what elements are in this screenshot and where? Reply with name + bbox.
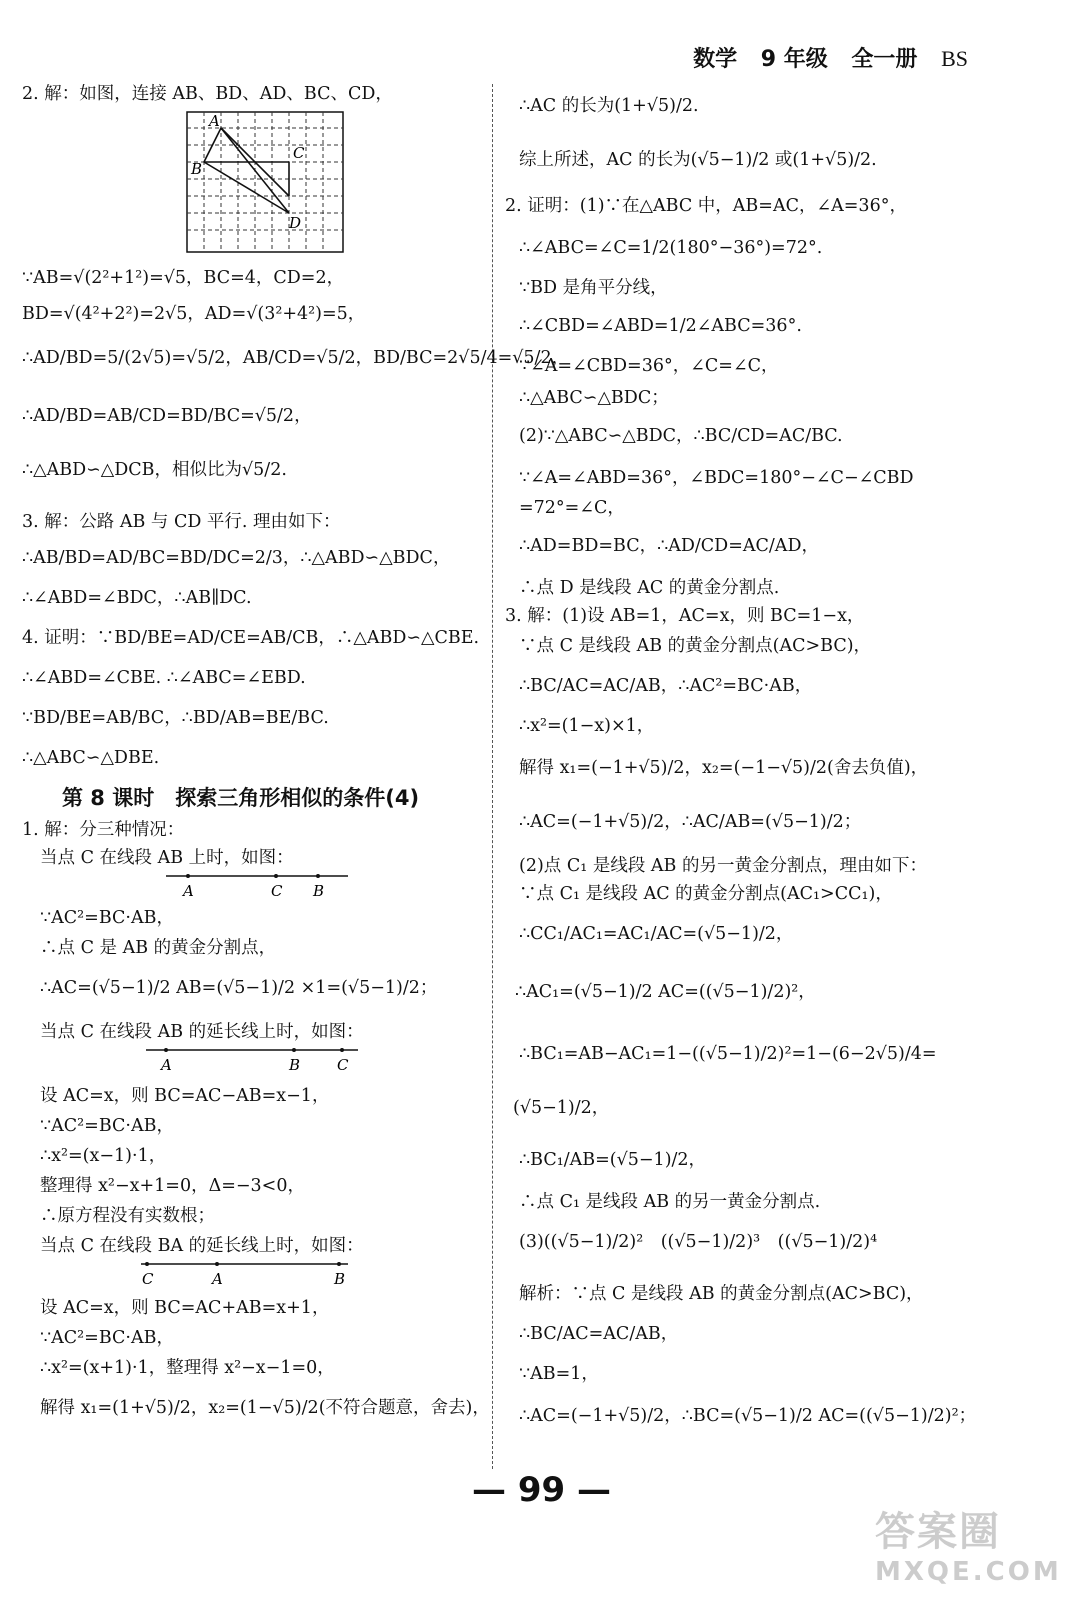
answer-line: ∴x²=(x−1)·1， <box>40 1146 167 1166</box>
grid-label-a: A <box>209 112 220 130</box>
watermark-line2: MXQE.COM <box>875 1557 1062 1587</box>
answer-line: ∴∠ABD=∠BDC，∴AB∥DC. <box>22 588 252 608</box>
grid-label-b: B <box>191 160 203 178</box>
answer-line: 3. 解：(1)设 AB=1，AC=x，则 BC=1−x， <box>505 606 865 626</box>
answer-line: ∴BC/AC=AC/AB， <box>519 1324 679 1344</box>
answer-line: ∴x²=(x+1)·1，整理得 x²−x−1=0， <box>40 1358 335 1378</box>
answer-line: ∴原方程没有实数根； <box>40 1206 215 1226</box>
seg3-label-c: C <box>142 1270 154 1288</box>
answer-line: ∴△ABC∽△DBE. <box>22 748 160 768</box>
answer-line: BD=√(4²+2²)=2√5，AD=√(3²+4²)=5， <box>22 304 366 324</box>
answer-line: =72°=∠C， <box>519 498 625 518</box>
answer-line: 2. 解：如图，连接 AB、BD、AD、BC、CD， <box>22 84 393 104</box>
seg1-label-a: A <box>183 882 194 900</box>
grid-label-c: C <box>293 144 305 162</box>
answer-line: 设 AC=x，则 BC=AC+AB=x+1， <box>40 1298 330 1318</box>
answer-line: ∴AC₁=(√5−1)/2 AC=((√5−1)/2)²， <box>515 982 816 1002</box>
answer-line: ∴点 D 是线段 AC 的黄金分割点. <box>519 578 780 598</box>
segment-figure-1 <box>162 868 352 902</box>
answer-line: ∵点 C₁ 是线段 AC 的黄金分割点(AC₁>CC₁)， <box>519 884 893 904</box>
answer-line: ∴CC₁/AC₁=AC₁/AC=(√5−1)/2， <box>519 924 794 944</box>
header-subject: 数学 <box>693 47 738 72</box>
answer-line: (2)点 C₁ 是线段 AB 的另一黄金分割点，理由如下： <box>519 856 927 876</box>
answer-line: ∵BD/BE=AB/BC，∴BD/AB=BE/BC. <box>22 708 329 728</box>
answer-line: 解得 x₁=(1+√5)/2，x₂=(1−√5)/2(不符合题意，舍去)， <box>40 1398 490 1418</box>
header-edition: BS <box>941 46 968 71</box>
grid-figure <box>185 110 345 254</box>
answer-line: 3. 解：公路 AB 与 CD 平行. 理由如下： <box>22 512 341 532</box>
seg1-label-b: B <box>313 882 325 900</box>
answer-line: (3)((√5−1)/2)² ((√5−1)/2)³ ((√5−1)/2)⁴ <box>519 1232 878 1252</box>
answer-line: ∴△ABC∽△BDC； <box>519 388 669 408</box>
segment-figure-3 <box>137 1256 352 1290</box>
header-volume: 全一册 <box>851 47 918 72</box>
answer-line: (√5−1)/2， <box>513 1098 610 1118</box>
seg3-label-b: B <box>334 1270 346 1288</box>
seg2-label-b: B <box>289 1056 301 1074</box>
answer-line: ∵AB=√(2²+1²)=√5，BC=4，CD=2， <box>22 268 345 288</box>
section-title: 第 8 课时 探索三角形相似的条件(4) <box>62 786 420 810</box>
watermark-logo <box>875 1500 1062 1587</box>
column-divider <box>492 84 493 1469</box>
answer-line: 4. 证明：∵BD/BE=AD/CE=AB/CB，∴△ABD∽△CBE. <box>22 628 480 648</box>
answer-line: ∴BC/AC=AC/AB，∴AC²=BC·AB， <box>519 676 813 696</box>
answer-line: ∴AB/BD=AD/BC=BD/DC=2/3，∴△ABD∽△BDC， <box>22 548 451 568</box>
answer-line: ∴AD/BD=5/(2√5)=√5/2，AB/CD=√5/2，BD/BC=2√5/4=√5/2， <box>22 348 570 368</box>
answer-line: 1. 解：分三种情况： <box>22 820 185 840</box>
answer-line: (2)∵△ABC∽△BDC，∴BC/CD=AC/BC. <box>519 426 843 446</box>
answer-line: ∴点 C 是 AB 的黄金分割点， <box>40 938 277 958</box>
answer-line: 当点 C 在线段 BA 的延长线上时，如图： <box>40 1236 364 1256</box>
answer-line: ∵AB=1， <box>519 1364 599 1384</box>
answer-line: ∴∠ABC=∠C=1/2(180°−36°)=72°. <box>519 238 823 258</box>
page-number: — 99 — <box>472 1470 611 1510</box>
answer-line: ∴BC₁=AB−AC₁=1−((√5−1)/2)²=1−(6−2√5)/4= <box>519 1044 937 1064</box>
answer-line: ∵AC²=BC·AB， <box>40 1328 174 1348</box>
grid-label-d: D <box>289 214 302 232</box>
answer-line: ∴AC=(√5−1)/2 AB=(√5−1)/2 ×1=(√5−1)/2； <box>40 978 438 998</box>
seg2-label-c: C <box>337 1056 349 1074</box>
answer-line: 综上所述，AC 的长为(√5−1)/2 或(1+√5)/2. <box>519 150 877 170</box>
page-header <box>677 42 968 73</box>
answer-line: 设 AC=x，则 BC=AC−AB=x−1， <box>40 1086 330 1106</box>
answer-line: ∴AC=(−1+√5)/2，∴BC=(√5−1)/2 AC=((√5−1)/2)²； <box>519 1406 977 1426</box>
answer-line: ∵AC²=BC·AB， <box>40 908 174 928</box>
answer-line: ∴∠ABD=∠CBE. ∴∠ABC=∠EBD. <box>22 668 306 688</box>
answer-line: 解得 x₁=(−1+√5)/2，x₂=(−1−√5)/2(舍去负值)， <box>519 758 929 778</box>
answer-line: ∵点 C 是线段 AB 的黄金分割点(AC>BC)， <box>519 636 872 656</box>
answer-line: ∴AC 的长为(1+√5)/2. <box>519 96 699 116</box>
answer-line: ∴AC=(−1+√5)/2，∴AC/AB=(√5−1)/2； <box>519 812 862 832</box>
segment-figure-2 <box>142 1042 362 1076</box>
answer-line: ∵BD 是角平分线， <box>519 278 668 298</box>
answer-line: 整理得 x²−x+1=0，Δ=−3<0， <box>40 1176 305 1196</box>
answer-line: ∴点 C₁ 是线段 AB 的另一黄金分割点. <box>519 1192 821 1212</box>
answer-line: ∵∠A=∠CBD=36°，∠C=∠C， <box>519 356 779 376</box>
answer-line: ∴x²=(1−x)×1， <box>519 716 655 736</box>
seg3-label-a: A <box>212 1270 223 1288</box>
answer-line: ∵∠A=∠ABD=36°，∠BDC=180°−∠C−∠CBD <box>519 468 914 488</box>
answer-line: 当点 C 在线段 AB 上时，如图： <box>40 848 294 868</box>
watermark-line1: 答案圈 <box>875 1509 1001 1555</box>
answer-line: 解析：∵点 C 是线段 AB 的黄金分割点(AC>BC)， <box>519 1284 924 1304</box>
header-grade: 9 年级 <box>760 47 828 72</box>
answer-line: ∵AC²=BC·AB， <box>40 1116 174 1136</box>
answer-line: ∴AD=BD=BC，∴AD/CD=AC/AD， <box>519 536 819 556</box>
answer-line: ∴BC₁/AB=(√5−1)/2， <box>519 1150 707 1170</box>
answer-line: ∴AD/BD=AB/CD=BD/BC=√5/2， <box>22 406 312 426</box>
seg2-label-a: A <box>161 1056 172 1074</box>
seg1-label-c: C <box>271 882 283 900</box>
answer-line: 2. 证明：(1)∵在△ABC 中，AB=AC，∠A=36°， <box>505 196 907 216</box>
answer-line: ∴△ABD∽△DCB，相似比为√5/2. <box>22 460 287 480</box>
answer-line: ∴∠CBD=∠ABD=1/2∠ABC=36°. <box>519 316 802 336</box>
answer-line: 当点 C 在线段 AB 的延长线上时，如图： <box>40 1022 364 1042</box>
